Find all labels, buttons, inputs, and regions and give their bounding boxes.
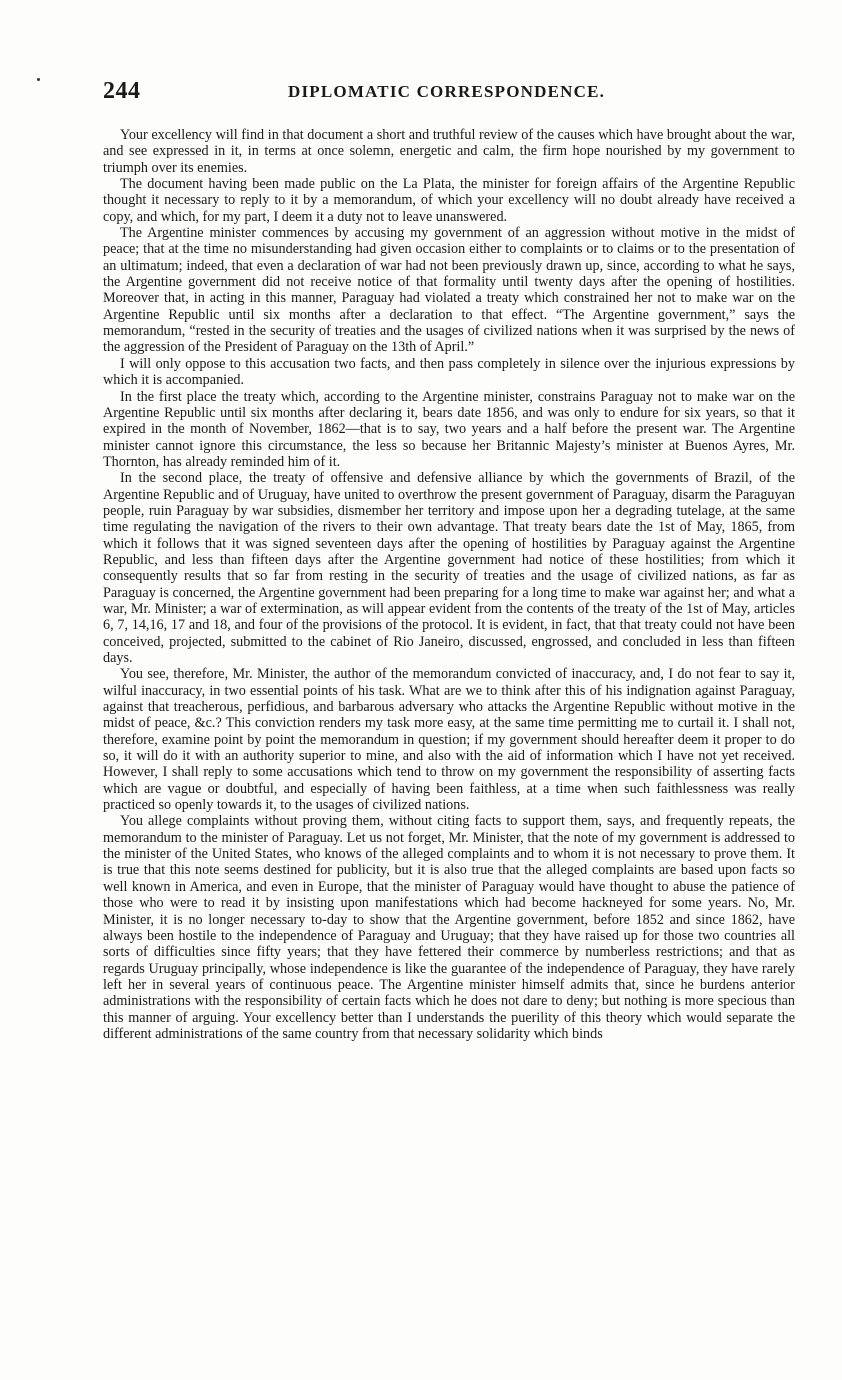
paragraph: In the first place the treaty which, according to the Argentine minister, constrains Paraguay not to make war on the Argentine Republic until six months after declaring it, bears date 1856, and was only to endure for six years, so that it expired in the month of November, 1862—that is to say, two years and a half before the present war. The Argentine minister cannot ignore this circumstance, the less so because her Britannic Majesty’s minister at Buenos Ayres, Mr. Thornton, has already reminded him of it. [103, 388, 795, 470]
page-header [103, 78, 798, 108]
paragraph: Your excellency will find in that document a short and truthful review of the causes which have brought about the war, and see expressed in it, in terms at once solemn, energetic and calm, the firm hope nourished by my government to triumph over its enemies. [103, 127, 795, 176]
paragraph: You see, therefore, Mr. Minister, the author of the memorandum convicted of inaccuracy, and, I do not fear to say it, wilful inaccuracy, in two essential points of his task. What are we to think after this of his indignation against Paraguay, against that treacherous, perfidious, and barbarous adversary who attacks the Argentine Republic without motive in the midst of peace, &c.? This conviction renders my task more easy, at the same time permitting me to curtail it. I shall not, therefore, examine point by point the memorandum in question; if my government should hereafter deem it proper to do so, it will do it with an authority superior to mine, and also with the aid of information which I have not yet received. However, I shall reply to some accusations which tend to throw on my government the responsibility of asserting facts which are vague or doubtful, and especially of having been faithless, at a time when such faithlessness was really practiced so openly towards it, to the usages of civilized nations. [103, 666, 795, 814]
paragraph: The Argentine minister commences by accusing my government of an aggression without motive in the midst of peace; that at the time no misunderstanding had given occasion either to complaints or to claims or to the presentation of an ultimatum; indeed, that even a declaration of war had not been previously drawn up, since, according to what he says, the Argentine government did not receive notice of that formality until twenty days after the opening of hostilities. Moreover that, in acting in this manner, Paraguay had violated a treaty which constrained her not to make war on the Argentine Republic until six months after a declaration to that effect. “The Argentine government,” says the memorandum, “rested in the security of treaties and the usages of civilized nations when it was surprised by the news of the aggression of the President of Paraguay on the 13th of April.” [103, 225, 795, 356]
paragraph: I will only oppose to this accusation two facts, and then pass completely in silence over the injurious expressions by which it is accompanied. [103, 355, 795, 389]
paragraph: You allege complaints without proving them, without citing facts to support them, says, and frequently repeats, the memorandum to the minister of Paraguay. Let us not forget, Mr. Minister, that the note of my government is addressed to the minister of the United States, who knows of the alleged complaints and to whom it is not necessary to prove them. It is true that this note seems destined for publicity, but it is also true that the alleged complaints are based upon facts so well known in America, and even in Europe, that the minister of Paraguay would have thought to abuse the patience of those who were to read it by insisting upon manifestations which had become hackneyed for some years. No, Mr. Minister, it is no longer necessary to-day to show that the Argentine government, before 1852 and since 1862, have always been hostile to the independence of Paraguay and Uruguay; that they have raised up for those two countries all sorts of difficulties since fifty years; that they have fettered their commerce by numberless restrictions; and that as regards Uruguay principally, whose independence is like the guarantee of the independence of Paraguay, they have rarely left her in several years of continuous peace. The Argentine minister himself admits that, since he burdens anterior administrations with the responsibility of certain facts which he does not dare to deny; but nothing is more specious than this manner of arguing. Your excellency better than I understands the puerility of this theory which would separate the different administrations of the same country from that necessary solidarity which binds [103, 813, 795, 1042]
paragraph: In the second place, the treaty of offensive and defensive alliance by which the governments of Brazil, of the Argentine Republic and of Uruguay, have united to overthrow the present government of Paraguay, disarm the Paraguyan people, ruin Paraguay by war subsidies, dismember her territory and impose upon her a degrading tutelage, at the same time regulating the navigation of the rivers to their own advantage. That treaty bears date the 1st of May, 1865, from which it follows that it was signed seventeen days after the opening of hostilities by Paraguay against the Argentine Republic, and less than fifteen days after the Argentine government had notice of these hostilities; from which it consequently results that so far from resting in the security of treaties and the usage of civilized nations, as far as Paraguay is concerned, the Argentine government had been preparing for a long time to make war against her; and what a war, Mr. Minister; a war of extermination, as will appear evident from the contents of the treaty of the 1st of May, articles 6, 7, 14,16, 17 and 18, and four of the provisions of the protocol. It is evident, in fact, that that treaty could not have been conceived, projected, submitted to the cabinet of Rio Janeiro, discussed, engrossed, and concluded in less than fifteen days. [103, 470, 795, 666]
body-text [103, 127, 795, 1042]
page-number: 244 [103, 78, 141, 104]
paragraph: The document having been made public on the La Plata, the minister for foreign affairs of the Argentine Republic thought it necessary to reply to it by a memorandum, of which your excellency will no doubt already have received a copy, and which, for my part, I deem it a duty not to leave unanswered. [103, 176, 795, 225]
print-speck [37, 78, 40, 81]
running-head: DIPLOMATIC CORRESPONDENCE. [288, 82, 606, 101]
